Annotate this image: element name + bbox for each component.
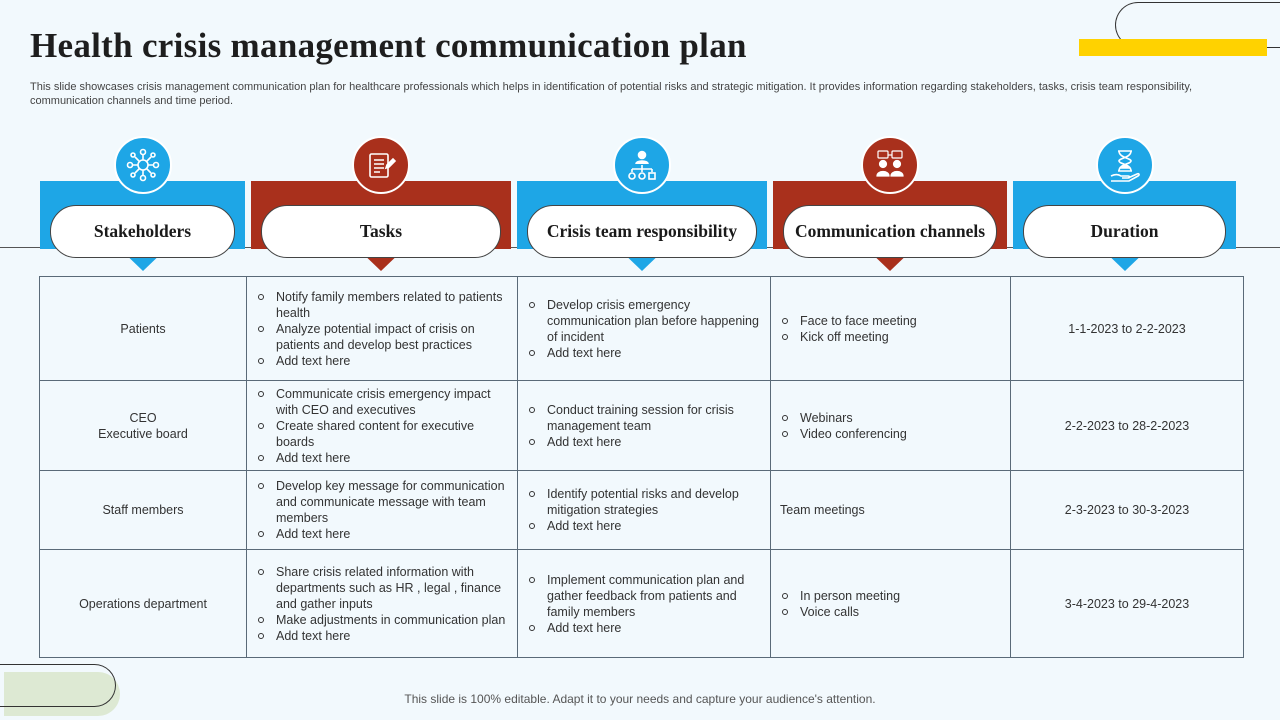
list-item: Add text here bbox=[528, 518, 762, 534]
stakeholder-line: CEO bbox=[129, 410, 157, 425]
list-item: In person meeting bbox=[781, 588, 1002, 604]
page-title: Health crisis management communication plan bbox=[30, 26, 747, 65]
footer-note: This slide is 100% editable. Adapt it to your needs and capture your audience's attention. bbox=[404, 692, 876, 706]
responsibility-cell bbox=[518, 550, 771, 658]
table-row bbox=[40, 277, 1244, 381]
list-item: Add text here bbox=[257, 628, 509, 644]
list-item: Add text here bbox=[257, 526, 509, 542]
decorative-yellow-bar bbox=[1079, 39, 1267, 56]
header-label: Stakeholders bbox=[50, 205, 235, 258]
list-item: Add text here bbox=[257, 353, 509, 369]
list-item: Develop key message for communication and communicate message with team members bbox=[257, 478, 509, 526]
header-stakeholders bbox=[40, 181, 245, 249]
list-item: Make adjustments in communication plan bbox=[257, 612, 509, 628]
responsibility-cell bbox=[518, 277, 771, 381]
list-item: Develop crisis emergency communication plan before happening of incident bbox=[528, 297, 762, 345]
tasks-cell bbox=[247, 471, 518, 550]
list-item: Conduct training session for crisis management team bbox=[528, 402, 762, 434]
header-label: Crisis team responsibility bbox=[527, 205, 757, 258]
duration-cell: 2-2-2023 to 28-2-2023 bbox=[1011, 381, 1244, 471]
stakeholder-cell: Staff members bbox=[40, 471, 247, 550]
tasks-cell bbox=[247, 550, 518, 658]
channels-cell bbox=[771, 550, 1011, 658]
list-item: Communicate crisis emergency impact with CEO and executives bbox=[257, 386, 509, 418]
duration-cell: 3-4-2023 to 29-4-2023 bbox=[1011, 550, 1244, 658]
duration-cell: 1-1-2023 to 2-2-2023 bbox=[1011, 277, 1244, 381]
header-crisis-team-responsibility bbox=[517, 181, 767, 249]
list-item: Video conferencing bbox=[781, 426, 1002, 442]
decorative-line bbox=[1267, 47, 1280, 48]
list-item: Analyze potential impact of crisis on patients and develop best practices bbox=[257, 321, 509, 353]
team-hierarchy-icon bbox=[613, 136, 671, 194]
stakeholder-cell: Patients bbox=[40, 277, 247, 381]
list-item: Implement communication plan and gather feedback from patients and family members bbox=[528, 572, 762, 620]
tasks-cell bbox=[247, 381, 518, 471]
header-communication-channels bbox=[773, 181, 1007, 249]
list-item: Face to face meeting bbox=[781, 313, 1002, 329]
communication-plan-table bbox=[39, 276, 1244, 658]
list-item: Add text here bbox=[257, 450, 509, 466]
tasks-cell bbox=[247, 277, 518, 381]
responsibility-cell bbox=[518, 471, 771, 550]
table-row bbox=[40, 550, 1244, 658]
channels-cell bbox=[771, 277, 1011, 381]
responsibility-cell bbox=[518, 381, 771, 471]
network-icon bbox=[114, 136, 172, 194]
page-subtitle: This slide showcases crisis management communication plan for healthcare professionals which helps in identification of potential risks and strategic mitigation. It provides information regarding stakeholders, tasks, crisis team responsibility, communication channels and time period. bbox=[30, 81, 1193, 107]
list-item: Notify family members related to patients health bbox=[257, 289, 509, 321]
list-item: Webinars bbox=[781, 410, 1002, 426]
table-row bbox=[40, 381, 1244, 471]
header-label: Communication channels bbox=[783, 205, 997, 258]
duration-cell: 2-3-2023 to 30-3-2023 bbox=[1011, 471, 1244, 550]
stakeholder-cell: Operations department bbox=[40, 550, 247, 658]
list-item: Identify potential risks and develop mitigation strategies bbox=[528, 486, 762, 518]
document-checklist-icon bbox=[352, 136, 410, 194]
list-item: Create shared content for executive boards bbox=[257, 418, 509, 450]
list-item: Kick off meeting bbox=[781, 329, 1002, 345]
channels-cell: Team meetings bbox=[771, 471, 1011, 550]
header-label: Tasks bbox=[261, 205, 501, 258]
list-item: Add text here bbox=[528, 434, 762, 450]
list-item: Share crisis related information with departments such as HR , legal , finance and gather inputs bbox=[257, 564, 509, 612]
header-tasks bbox=[251, 181, 511, 249]
hourglass-hand-icon bbox=[1096, 136, 1154, 194]
list-item: Voice calls bbox=[781, 604, 1002, 620]
header-duration bbox=[1013, 181, 1236, 249]
channels-cell bbox=[771, 381, 1011, 471]
header-label: Duration bbox=[1023, 205, 1226, 258]
list-item: Add text here bbox=[528, 620, 762, 636]
people-communication-icon bbox=[861, 136, 919, 194]
list-item: Add text here bbox=[528, 345, 762, 361]
stakeholder-line: Executive board bbox=[98, 426, 188, 441]
stakeholder-cell bbox=[40, 381, 247, 471]
table-row bbox=[40, 471, 1244, 550]
